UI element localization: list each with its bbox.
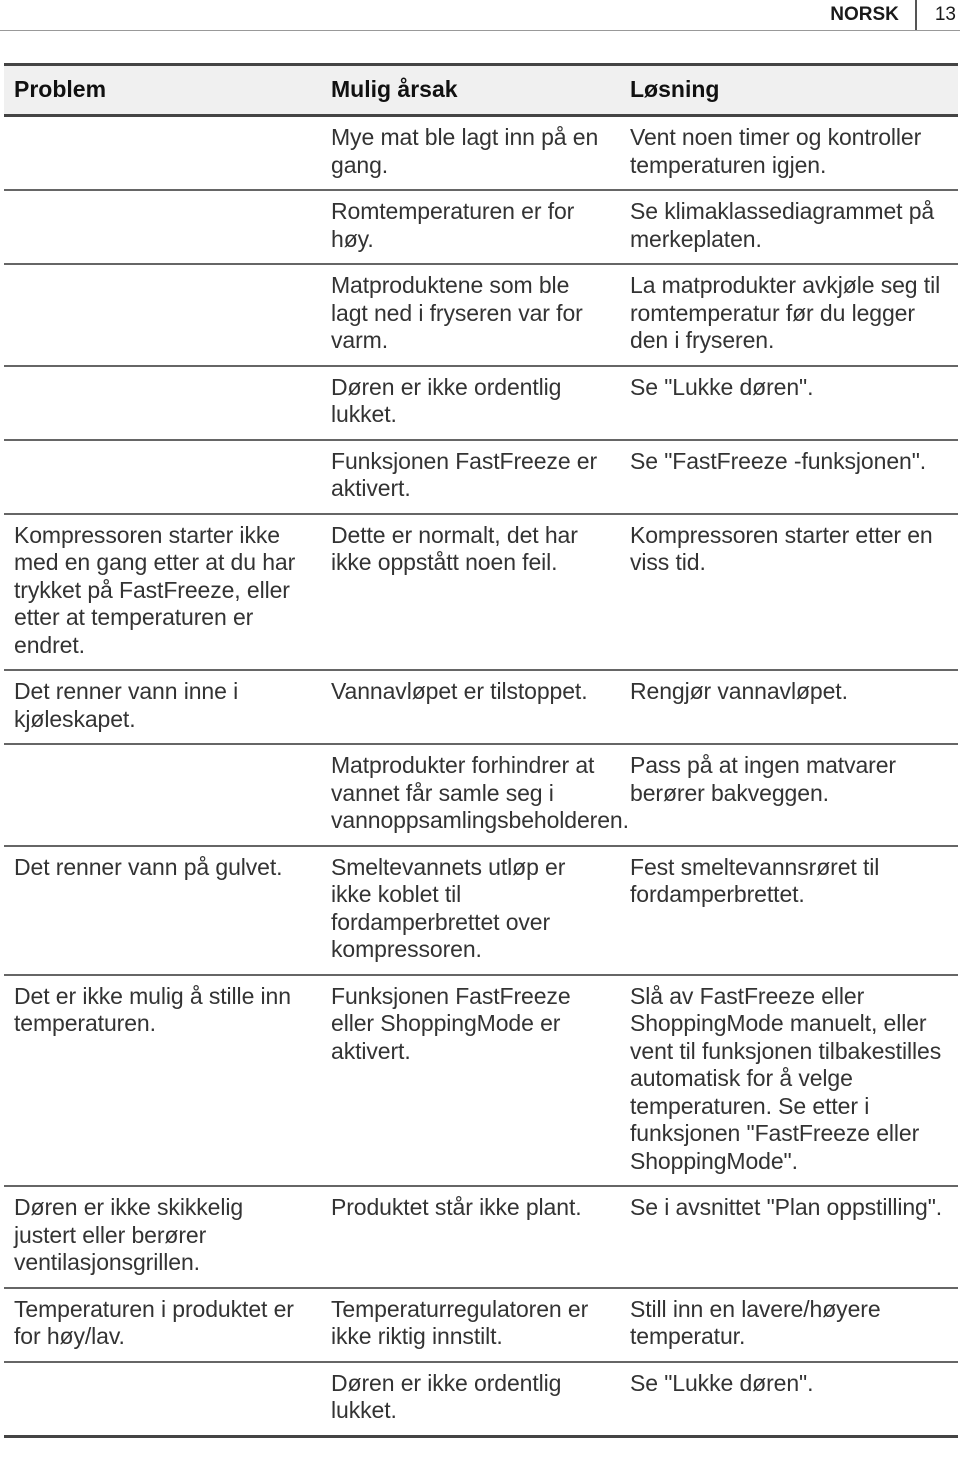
solution-cell: Se "Lukke døren". [620,366,958,440]
table-row [4,1186,958,1288]
solution-cell: Vent noen timer og kontroller temperaturen igjen. [620,116,958,191]
problem-cell: Det renner vann på gulvet. [4,846,321,975]
cause-cell: Temperaturregulatoren er ikke riktig innstilt. [321,1288,620,1362]
problem-cell [4,190,321,264]
cause-cell: Døren er ikke ordentlig lukket. [321,366,620,440]
cause-cell: Matprodukter forhindrer at vannet får samle seg i vannoppsamlingsbeholderen. [321,744,620,846]
solution-cell: Pass på at ingen matvarer berører bakveggen. [620,744,958,846]
page-number: 13 [915,0,960,30]
solution-cell: La matprodukter avkjøle seg til romtemperatur før du legger den i fryseren. [620,264,958,366]
table-row [4,1362,958,1437]
table-row [4,116,958,191]
cause-cell: Romtemperaturen er for høy. [321,190,620,264]
cause-cell: Produktet står ikke plant. [321,1186,620,1288]
column-header-problem: Problem [4,65,321,116]
solution-cell: Se "Lukke døren". [620,1362,958,1437]
table-row [4,1288,958,1362]
troubleshooting-table [4,63,958,1438]
column-header-cause: Mulig årsak [321,65,620,116]
table-row [4,670,958,744]
table-row [4,514,958,671]
solution-cell: Se "FastFreeze -funksjonen". [620,440,958,514]
table-row [4,366,958,440]
page-header [812,0,960,30]
problem-cell [4,366,321,440]
cause-cell: Funksjonen FastFreeze er aktivert. [321,440,620,514]
cause-cell: Vannavløpet er tilstoppet. [321,670,620,744]
cause-cell: Smeltevannets utløp er ikke koblet til fordamperbrettet over kompressoren. [321,846,620,975]
cause-cell: Dette er normalt, det har ikke oppstått noen feil. [321,514,620,671]
table-row [4,744,958,846]
problem-cell: Temperaturen i produktet er for høy/lav. [4,1288,321,1362]
solution-cell: Fest smeltevannsrøret til fordamperbrettet. [620,846,958,975]
problem-cell [4,1362,321,1437]
solution-cell: Kompressoren starter etter en viss tid. [620,514,958,671]
cause-cell: Døren er ikke ordentlig lukket. [321,1362,620,1437]
solution-cell: Rengjør vannavløpet. [620,670,958,744]
solution-cell: Still inn en lavere/høyere temperatur. [620,1288,958,1362]
cause-cell: Mye mat ble lagt inn på en gang. [321,116,620,191]
table-row [4,440,958,514]
solution-cell: Se klimaklassediagrammet på merkeplaten. [620,190,958,264]
problem-cell [4,744,321,846]
table-row [4,190,958,264]
cause-cell: Matproduktene som ble lagt ned i fryseren var for varm. [321,264,620,366]
problem-cell: Det er ikke mulig å stille inn temperaturen. [4,975,321,1187]
problem-cell: Kompressoren starter ikke med en gang etter at du har trykket på FastFreeze, eller etter at temperaturen er endret. [4,514,321,671]
problem-cell: Det renner vann inne i kjøleskapet. [4,670,321,744]
solution-cell: Se i avsnittet "Plan oppstilling". [620,1186,958,1288]
language-label: NORSK [812,0,915,30]
table-row [4,264,958,366]
problem-cell [4,116,321,191]
problem-cell [4,440,321,514]
table-header-row [4,65,958,116]
solution-cell: Slå av FastFreeze eller ShoppingMode manuelt, eller vent til funksjonen tilbakestilles automatisk for å velge temperaturen. Se etter i funksjonen "FastFreeze eller ShoppingMode". [620,975,958,1187]
cause-cell: Funksjonen FastFreeze eller ShoppingMode er aktivert. [321,975,620,1187]
problem-cell [4,264,321,366]
problem-cell: Døren er ikke skikkelig justert eller berører ventilasjonsgrillen. [4,1186,321,1288]
header-rule [0,30,960,31]
column-header-solution: Løsning [620,65,958,116]
table-row [4,975,958,1187]
table-row [4,846,958,975]
